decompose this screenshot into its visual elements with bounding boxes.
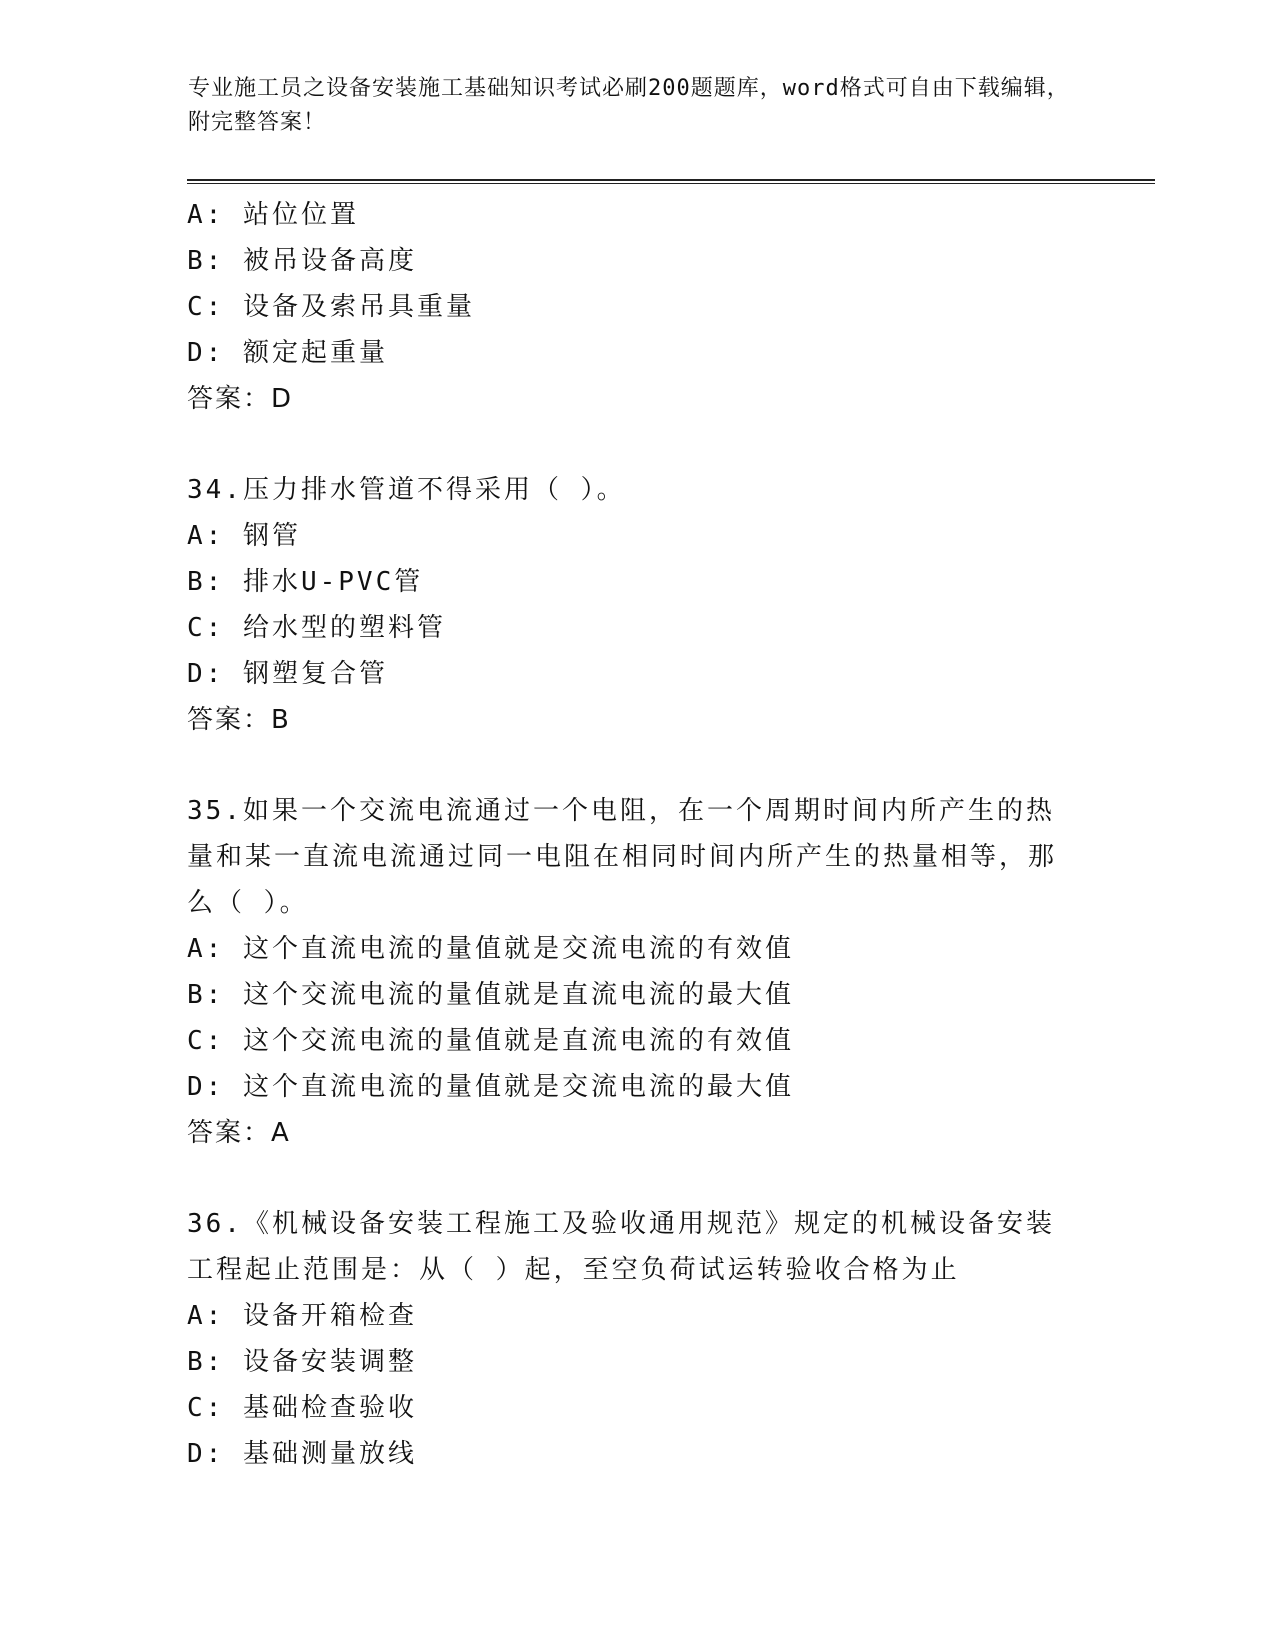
option-b: B: 设备安装调整 xyxy=(187,1347,417,1377)
option-c: C: 基础检查验收 xyxy=(187,1393,417,1423)
answer: 答案：B xyxy=(187,705,291,735)
answer: 答案：D xyxy=(187,384,294,414)
question-spacer xyxy=(187,1156,1087,1201)
question-36 xyxy=(187,1201,1087,1477)
option-a: A: 这个直流电流的量值就是交流电流的有效值 xyxy=(187,934,794,964)
option-a: A: 钢管 xyxy=(187,521,301,551)
question-stem: 36.《机械设备安装工程施工及验收通用规范》规定的机械设备安装工程起止范围是：从（ ）起，至空负荷试运转验收合格为止 xyxy=(187,1209,1055,1285)
question-stem: 34.压力排水管道不得采用（ ）。 xyxy=(187,475,626,505)
option-b: B: 排水U-PVC管 xyxy=(187,567,424,597)
option-a: A: 站位位置 xyxy=(187,200,359,230)
question-33 xyxy=(187,192,1087,422)
question-35 xyxy=(187,788,1087,1156)
question-stem: 35.如果一个交流电流通过一个电阻，在一个周期时间内所产生的热量和某一直流电流通过同一电阻在相同时间内所产生的热量相等，那么（ ）。 xyxy=(187,796,1058,918)
header-divider xyxy=(187,179,1155,184)
option-c: C: 给水型的塑料管 xyxy=(187,613,446,643)
header-title: 专业施工员之设备安装施工基础知识考试必刷200题题库，word格式可自由下载编辑，附完整答案！ xyxy=(188,76,1070,135)
option-d: D: 基础测量放线 xyxy=(187,1439,417,1469)
option-c: C: 设备及索吊具重量 xyxy=(187,292,475,322)
option-c: C: 这个交流电流的量值就是直流电流的有效值 xyxy=(187,1026,794,1056)
answer: 答案：A xyxy=(187,1118,291,1148)
question-spacer xyxy=(187,743,1087,788)
question-34 xyxy=(187,467,1087,743)
question-content xyxy=(187,192,1087,1477)
option-a: A: 设备开箱检查 xyxy=(187,1301,417,1331)
option-d: D: 额定起重量 xyxy=(187,338,388,368)
option-d: D: 这个直流电流的量值就是交流电流的最大值 xyxy=(187,1072,794,1102)
question-spacer xyxy=(187,422,1087,467)
option-d: D: 钢塑复合管 xyxy=(187,659,388,689)
option-b: B: 这个交流电流的量值就是直流电流的最大值 xyxy=(187,980,794,1010)
option-b: B: 被吊设备高度 xyxy=(187,246,417,276)
